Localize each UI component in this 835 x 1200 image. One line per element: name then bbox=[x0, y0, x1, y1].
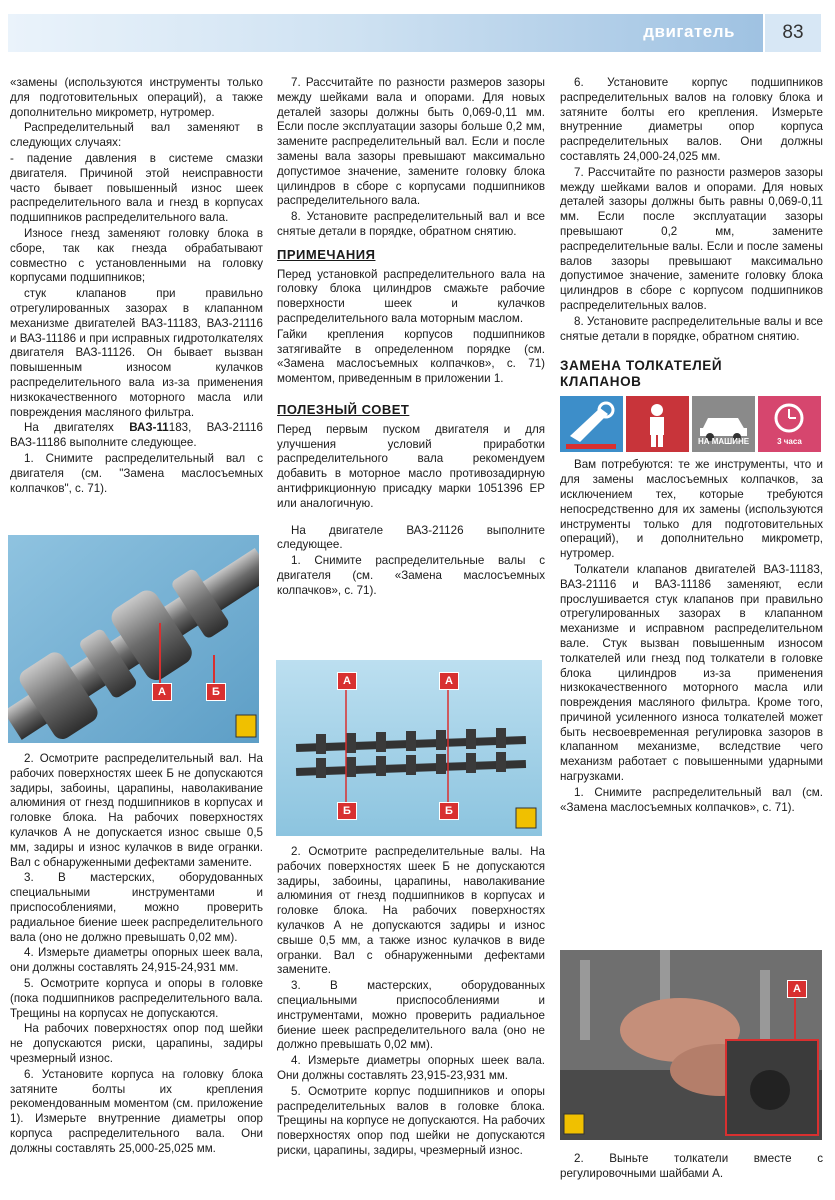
paragraph: 7. Рассчитайте по разности размеров зазоры между шейками вала и опорами. Для новых деталей зазоры должны быть 0,069-0,11 мм. Если после эксплуатации зазоры больше 0,2 мм, замените распределительный вал. Если и после замены вала зазоры превышают максимально допустимое значение, замените головку блока цилиндров в сборе с корпусами подшипников распределительного вала. bbox=[277, 76, 545, 208]
paragraph: На рабочих поверхностях опор под шейки не допускаются риски, царапины, задиры чрезмерный износ. bbox=[10, 1022, 263, 1065]
paragraph: 8. Установите распределительный вал и все снятые детали в порядке, обратном снятию. bbox=[277, 210, 545, 238]
paragraph: 2. Выньте толкатели вместе с регулировочными шайбами А. bbox=[560, 1152, 823, 1180]
paragraph: 6. Установите корпуса на головку блока затяните болты их крепления рекомендованным моментом (см. приложение 1). Измерьте внутренние диаметры опор корпуса распределительного вала. Они должны составлять 25,000-25,025 мм. bbox=[10, 1067, 263, 1155]
section-heading bbox=[560, 358, 823, 390]
paragraph: 5. Осмотрите корпуса и опоры в головке (пока подшипников распределительного вала. Трещины на корпусах не допускаются. bbox=[10, 976, 263, 1020]
icon-caption: НА МАШИНЕ bbox=[697, 436, 750, 446]
heading-line: КЛАПАНОВ bbox=[560, 374, 642, 390]
paragraph: Толкатели клапанов двигателей ВАЗ-11183, ВАЗ-21116 и ВАЗ-11186 заменяют, если прослушивается стук клапанов при правильно отрегулированных зазорах в клапанном механизме и исправном распределительном вале. Стук вызван повышенным износом толкателей или гнезд под толкатели в головке блока цилиндров из-за применения низкокачественного моторного масла или повреждения масляного фильтра. Кроме того, причиной усиленного износа толкателей может быть несвоевременная регулировка зазоров в клапанном механизме, вследствие чего механизм работает с повышенными ударными нагрузками. bbox=[560, 562, 823, 784]
paragraph: 6. Установите корпус подшипников распределительных валов на головку блока и затяните болты его крепления. Измерьте внутренние диаметры опор корпуса распределительных валов. Они должны составлять 24,000-24,025 мм. bbox=[560, 76, 823, 163]
column-2-lower bbox=[277, 845, 545, 1160]
paragraph: 8. Установите распределительные валы и все снятые детали в порядке, обратном снятию. bbox=[560, 314, 823, 343]
car-icon bbox=[692, 396, 755, 452]
label-b: Б bbox=[439, 802, 459, 820]
paragraph: Износе гнезд заменяют головку блока в сборе, так как гнезда обрабатывают совместно с установленными на головку корпусами подшипников; bbox=[10, 226, 263, 285]
camshafts-illustration bbox=[276, 660, 542, 836]
paragraph: 2. Осмотрите распределительные валы. На рабочих поверхностях шеек Б не допускаются задиры, забоины, царапины, наволакивание алюминия от гнезд подшипников в корпусах и головке блока. На рабочих поверхностях кулачков А не допускаются задиры и износ свыше 0,5 мм, а также износ кулачков в виде огранки. Вал с обнаруженными дефектами замените. bbox=[277, 845, 545, 977]
camshafts-photo bbox=[276, 660, 542, 836]
paragraph: Перед первым пуском двигателя и для улучшения условий приработки распределительного вала рекомендуем добавить в моторное масло противозадирную антифрикционную присадку марки 1051396 ЕР или аналогичную. bbox=[277, 422, 545, 510]
column-3 bbox=[560, 76, 823, 816]
tip-heading: ПОЛЕЗНЫЙ СОВЕТ bbox=[277, 401, 410, 417]
paragraph: Вам потребуются: те же инструменты, что и для замены маслосъемных колпачков, за исключением тех, которые требуются непосредственно для их замены (используются инструменты только для подготовительных операций), и дополнительно микрометр, нутромер. bbox=[560, 458, 823, 561]
paragraph: «замены (используются инструменты только для подготовительных операций), а также дополнительно микрометр, нутромер. bbox=[10, 76, 263, 119]
text-run: На двигателях bbox=[24, 421, 130, 435]
icon-caption: 3 часа bbox=[777, 436, 802, 446]
clock-icon bbox=[758, 396, 821, 452]
paragraph: Перед установкой распределительного вала на головку блока цилиндров смажьте рабочие поверхности шеек и кулачков распределительного вала моторным маслом. bbox=[277, 267, 545, 325]
tappet-illustration bbox=[560, 950, 822, 1140]
label-b: Б bbox=[337, 802, 357, 820]
paragraph: 4. Измерьте диаметры опорных шеек вала, они должны составлять 24,915-24,931 мм. bbox=[10, 946, 263, 975]
label-a: А bbox=[787, 980, 807, 998]
paragraph: 4. Измерьте диаметры опорных шеек вала. Они должны составлять 23,915-23,931 мм. bbox=[277, 1054, 545, 1082]
bold-text: ВАЗ-11 bbox=[129, 421, 169, 435]
text-run: 183, ВАЗ-21116 ВАЗ-11186 выполните следующее. bbox=[10, 421, 263, 450]
paragraph: - падение давления в системе смазки двигателя. Причиной этой неисправности часто бывает повышенный износ шеек распределительного вала и гнезд в корпусах подшипников распределительного вала. bbox=[10, 151, 263, 225]
paragraph: 3. В мастерских, оборудованных специальными приспособлениями и инструментами, можно проверить радиальное биение шеек распределительного вала (оно не должно превышать 0,02 мм). bbox=[277, 979, 545, 1052]
paragraph: 2. Осмотрите распределительный вал. На рабочих поверхностях шеек Б не допускаются задиры, забоины, царапины, наволакивание алюминия от гнезд подшипников в корпусах и головке блока. На рабочих поверхностях кулачков А не допускается износ свыше 0,5 мм, задиры и износ кулачков в виде огранки. Вал с обнаруженными дефектами замените. bbox=[10, 752, 263, 869]
page-header bbox=[8, 14, 763, 52]
section-title: двигатель bbox=[643, 22, 735, 41]
person-icon bbox=[626, 396, 689, 452]
camshaft-illustration bbox=[8, 535, 259, 743]
camshaft-photo bbox=[8, 535, 259, 743]
requirements-icons bbox=[560, 396, 823, 452]
tools-icon bbox=[560, 396, 623, 452]
paragraph bbox=[10, 421, 263, 451]
label-a: А bbox=[152, 683, 172, 701]
label-b: Б bbox=[206, 683, 226, 701]
column-3-lower bbox=[560, 1152, 823, 1183]
paragraph: 3. В мастерских, оборудованных специальными инструментами и приспособлениями, можно проверить радиальное биение шеек распределительного вала (оно не должно превышать 0,02 мм). bbox=[10, 871, 263, 944]
notes-heading: ПРИМЕЧАНИЯ bbox=[277, 246, 376, 262]
paragraph: 7. Рассчитайте по разности размеров зазоры между шейками валов и опорами. Для новых деталей зазоры должны быть равны 0,069-0,11 мм. Если после эксплуатации зазоры превышают 0,2 мм, замените распределительные валы. Если и после замены валов зазоры превышают максимально допустимое значение, замените головку блока цилиндров в сборе с корпусом подшипников распределительных валов. bbox=[560, 165, 823, 312]
paragraph: 1. Снимите распределительные валы с двигателя (см. «Замена маслосъемных колпачков», с. 71). bbox=[277, 554, 545, 597]
paragraph: Гайки крепления корпусов подшипников затягивайте в определенном порядке (см. «Замена маслосъемных колпачков», с. 71) моментом, приведенным в приложении 1. bbox=[277, 327, 545, 386]
heading-line: ЗАМЕНА ТОЛКАТЕЛЕЙ bbox=[560, 358, 723, 374]
paragraph: 5. Осмотрите корпус подшипников и опоры распределительных валов в головке блока. Трещины на корпусе не допускаются. На рабочих поверхностях опор под шейки не допускаются риски, царапины, задиры, чрезмерный износ. bbox=[277, 1084, 545, 1157]
paragraph: 1. Снимите распределительный вал (см. «Замена маслосъемных колпачков», с. 71). bbox=[560, 785, 823, 814]
label-a: А bbox=[439, 672, 459, 690]
paragraph: 1. Снимите распределительный вал с двигателя (см. "Замена маслосъемных колпачков", с. 71). bbox=[10, 451, 263, 495]
column-2 bbox=[277, 76, 545, 600]
column-1-lower bbox=[10, 752, 263, 1158]
column-1 bbox=[10, 76, 263, 497]
tappet-photo bbox=[560, 950, 822, 1140]
paragraph: стук клапанов при правильно отрегулированных зазорах в клапанном механизме двигателей ВАЗ-11183, ВАЗ-21116 и ВАЗ-11186 и при исправных гидротолкателях двигателя ВАЗ-11126. Он бывает вызван повышенным износом кулачков распределительного вала из-за применения низкокачественного моторного масла или повреждения масляного фильтра. bbox=[10, 287, 263, 419]
label-a: А bbox=[337, 672, 357, 690]
paragraph: Распределительный вал заменяют в следующих случаях: bbox=[10, 121, 263, 150]
paragraph: На двигателе ВАЗ-21126 выполните следующее. bbox=[277, 523, 545, 552]
page-number: 83 bbox=[765, 14, 821, 52]
